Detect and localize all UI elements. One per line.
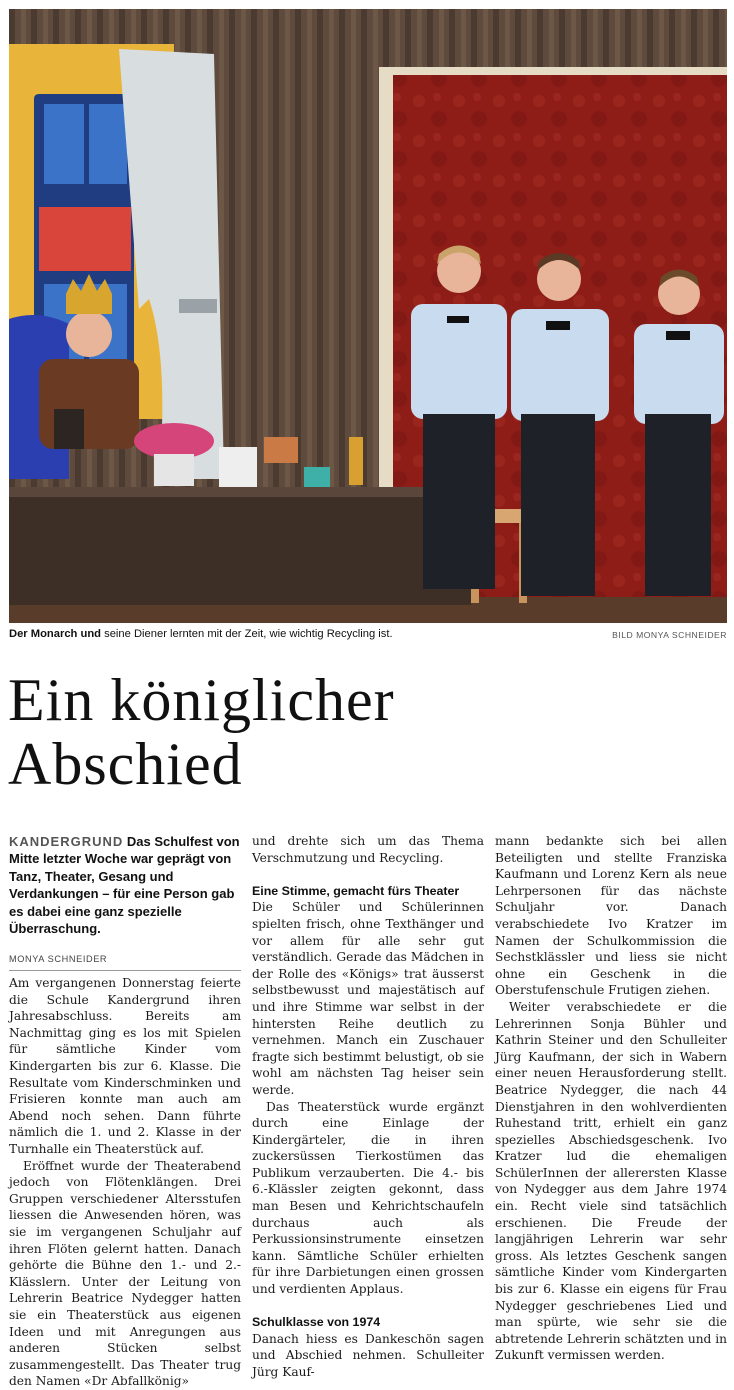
paragraph-4: Das Theaterstück wurde ergänzt durch eine Einlage der Kindergärteler, die in ihren zuckersüssen Tierkostümen das Publikum verzauberten. Die 4.- bis 6.-Klässler zeigten gekonnt, dass man Besen und Kehrichtschaufeln durchaus auch als Perkussionsinstrumente einsetzen kann. Sämtliche Schüler erhielten für ihre Darbietungen einen grossen und verdienten Applaus.	[252, 1099, 484, 1297]
flower-pot	[134, 423, 214, 459]
paragraph-5-start: Danach hiess es Dankeschön sagen und Abschied nehmen. Schulleiter Jürg Kauf-	[252, 1331, 484, 1379]
paragraph-3: Die Schüler und Schülerinnen spielten frisch, ohne Texthänger und vor allem für alle sehr gut verständlich. Gerade das Mädchen in der Rolle des «Königs» trat äusserst selbstbewusst und majestätisch auf und ihre Stimme war selbst in der hintersten Reihe deutlich zu vernehmen. Manch ein Zuschauer fragte sich bestimmt belustigt, ob sie wohl am nächsten Tag heiser sein werde.	[252, 900, 484, 1097]
headline-line-2: Abschied	[8, 731, 243, 797]
column-3	[495, 833, 727, 1364]
column-1	[9, 833, 241, 1390]
photo-credit: BILD MONYA SCHNEIDER	[612, 630, 727, 640]
paragraph-2-start: Eröffnet wurde der Theaterabend jedoch von Flötenklängen. Drei Gruppen verschiedener Altersstufen liessen die Anwesenden hören, was sie im vergangenen Schuljahr auf ihren Flöten gelernt hatten. Danach gehörte die Bühne den 1.- und 2.-Klässlern. Unter der Leitung von Lehrerin Beatrice Nydegger hatten sie ein Theaterstück aus eigenen Ideen und mit Anregungen aus anderen Stücken selbst zusammengestellt. Das Theater trug den Namen «Dr Abfallkönig»	[9, 1158, 241, 1389]
photo-caption	[9, 628, 393, 640]
paragraph-5-end: mann bedankte sich bei allen Beteiligten und stellte Franziska Kaufmann und Lorenz Kern als neue Lehrpersonen für das nächste Schuljahr vor. Danach verabschiedete Ivo Kratzer im Namen der Schulkommission die Sechstklässler und liess sie nicht ohne ein Geschenk in die Oberstufenschule Frutigen ziehen.	[495, 834, 727, 998]
paragraph-2-end: und drehte sich um das Thema Verschmutzung und Recycling.	[252, 834, 484, 865]
stage-table	[9, 487, 471, 605]
headline-line-1: Ein königlicher	[8, 667, 395, 733]
article-headline	[8, 668, 708, 796]
dateline-location: KANDERGRUND	[9, 834, 124, 849]
caption-bold: Der Monarch und	[9, 628, 101, 640]
article-lead	[9, 833, 241, 937]
subheading-2: Schulklasse von 1974	[252, 1315, 381, 1330]
paragraph-1: Am vergangenen Donnerstag feierte die Schule Kandergrund ihren Jahresabschluss. Bereits am Nachmittag ging es los mit Spielen für sämtliche Kinder vom Kindergarten bis zur 6. Klasse. Die Resultate vom Kinderschminken und Frisieren konnte man auch am Abend noch sehen. Dann führte nämlich die 1. und 2. Klasse in der Turnhalle ein Theaterstück auf.	[9, 976, 241, 1156]
subheading-1: Eine Stimme, gemacht fürs Theater	[252, 883, 460, 898]
lead-text: Das Schulfest von Mitte letzter Woche war geprägt von Tanz, Theater, Gesang und Verdankungen – für eine Person gab es dabei eine ganz spezielle Überraschung.	[9, 834, 240, 937]
paragraph-6: Weiter verabschiedete er die Lehrerinnen Sonja Bühler und Kathrin Steiner und den Schulleiter Jürg Kaufmann, der sich in Wabern einer neuen Herausforderung stellt. Beatrice Nydegger, die nach 44 Dienstjahren in den wohlverdienten Ruhestand tritt, erhielt ein ganz spezielles Abschiedsgeschenk. Ivo Kratzer lud die ehemaligen SchülerInnen der allerersten Klasse von Nydegger aus dem Jahre 1974 ein. Recht viele sind tatsächlich erschienen. Die Freude der langjährigen Lehrerin war sehr gross. Als letztes Geschenk sangen sämtliche Kinder vom Kindergarten bis zur 6. Klasse ein eigens für Frau Nydegger geschriebenes Lied und man spürte, wie sehr sie die abtretende Lehrerin schätzten und in Zukunft vermissen werden.	[495, 999, 727, 1363]
author-byline: MONYA SCHNEIDER	[9, 951, 241, 971]
white-pitcher	[219, 447, 257, 487]
stage-photo-illustration	[9, 9, 727, 623]
column-2	[252, 833, 484, 1381]
photo-caption-row	[9, 628, 727, 644]
caption-rest: seine Diener lernten mit der Zeit, wie wichtig Recycling ist.	[104, 628, 393, 640]
article-photo	[9, 9, 727, 623]
